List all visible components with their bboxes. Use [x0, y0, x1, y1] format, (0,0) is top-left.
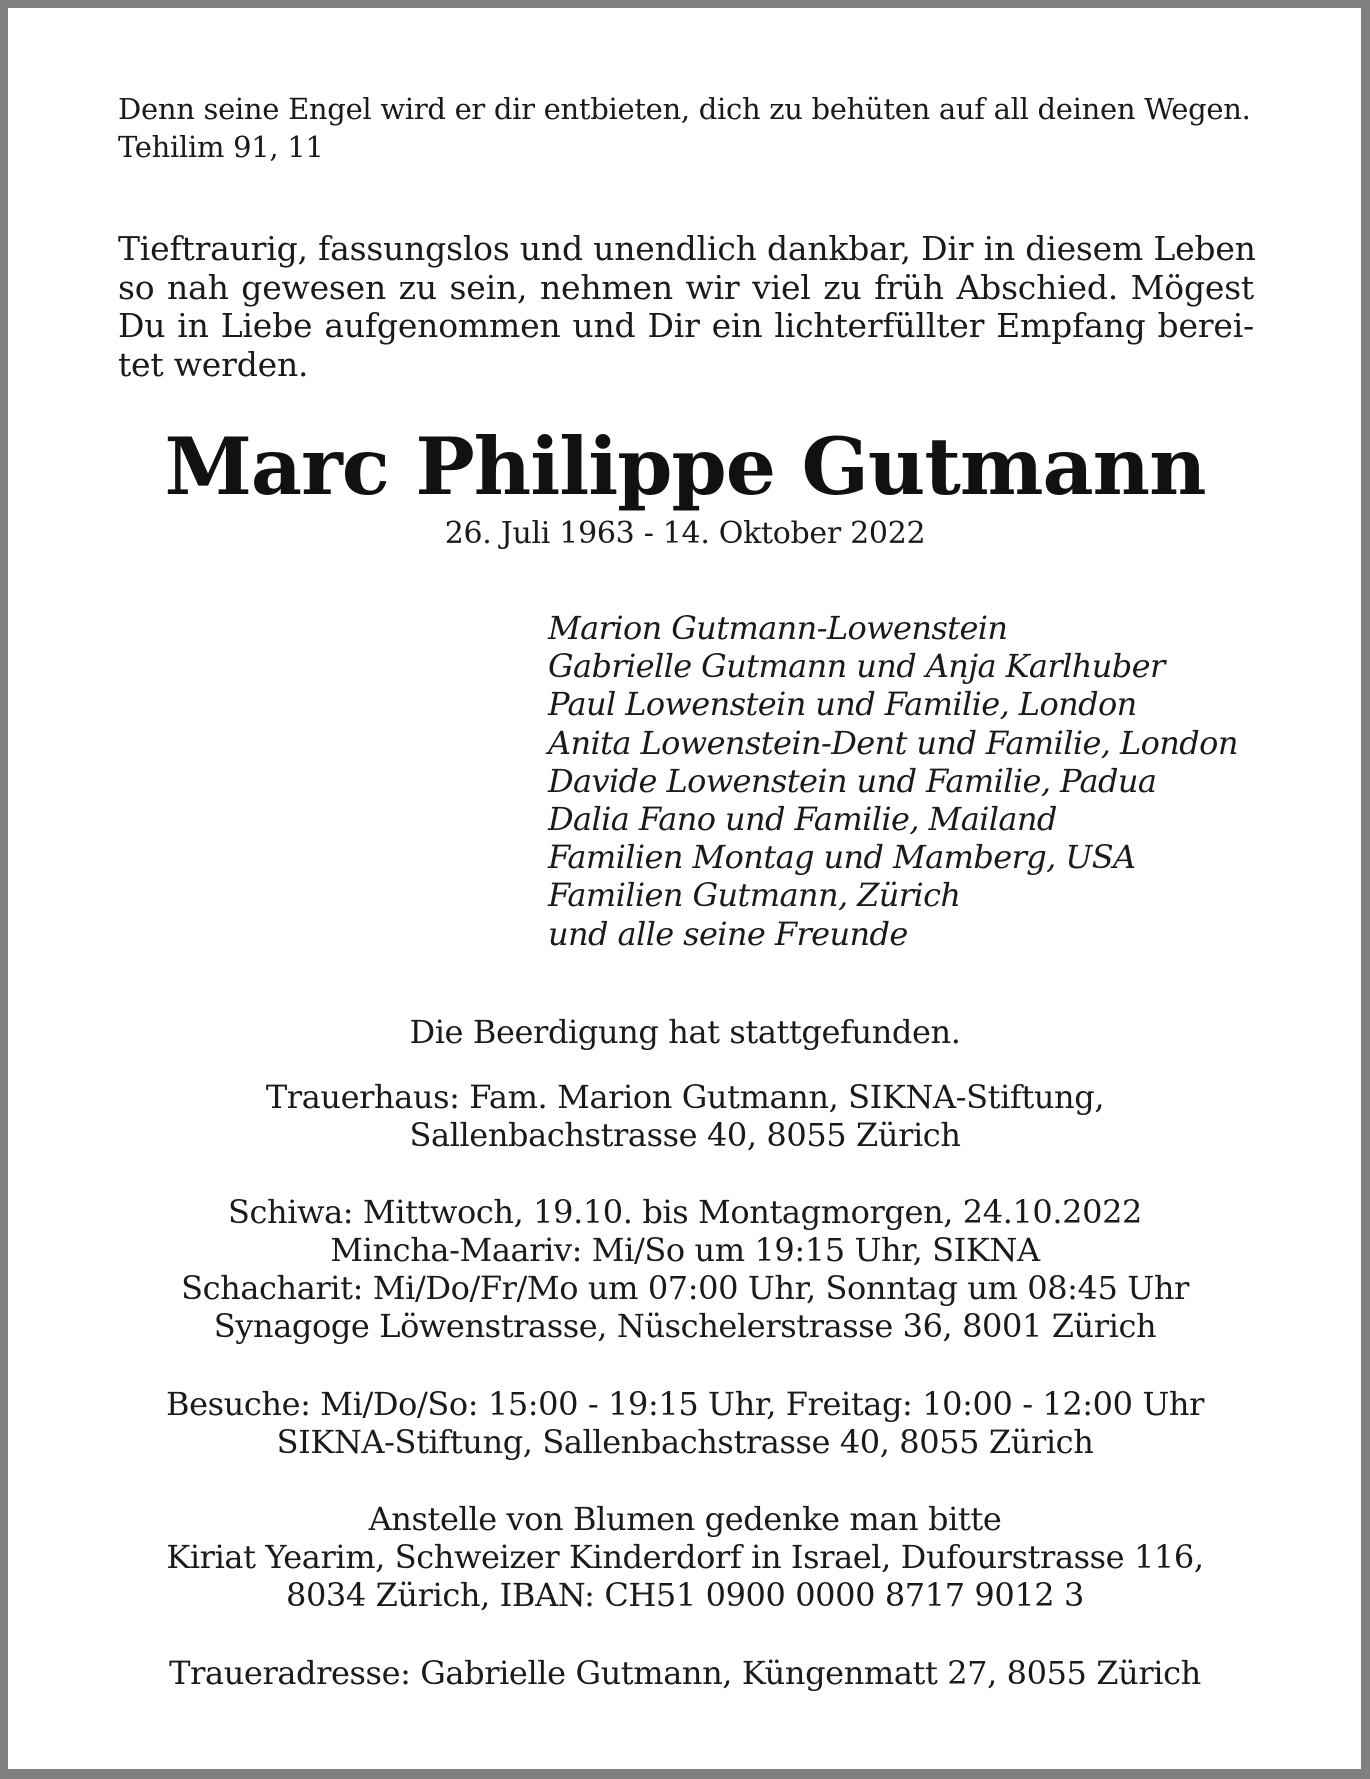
mourner-line: Davide Lowenstein und Familie, Padua — [548, 761, 1157, 800]
mourner-line: Paul Lowenstein und Familie, London — [548, 685, 1137, 724]
intro-line: tet werden. — [118, 344, 309, 384]
schiwa-line: Schacharit: Mi/Do/Fr/Mo um 07:00 Uhr, Sonntag um 08:45 Uhr — [181, 1269, 1189, 1307]
donation-line: 8034 Zürich, IBAN: CH51 0900 0000 8717 9012 3 — [285, 1576, 1085, 1614]
deceased-name: Marc Philippe Gutmann — [164, 420, 1206, 513]
intro-line: so nah gewesen zu sein, nehmen wir viel zu früh Abschied. Mögest — [118, 267, 1254, 307]
bible-verse — [118, 90, 1251, 166]
donation-line: Kiriat Yearim, Schweizer Kinderdorf in Israel, Dufourstrasse 116, — [166, 1538, 1204, 1576]
schiwa-block — [0, 1193, 1370, 1345]
visits-block — [0, 1385, 1370, 1461]
donation-line: Anstelle von Blumen gedenke man bitte — [368, 1500, 1002, 1538]
trauerhaus-line: Sallenbachstrasse 40, 8055 Zürich — [409, 1116, 961, 1154]
life-dates: 26. Juli 1963 - 14. Oktober 2022 — [444, 516, 926, 551]
mourners-list — [548, 609, 1238, 953]
schiwa-line: Synagoge Löwenstrasse, Nüschelerstrasse 36, 8001 Zürich — [213, 1307, 1157, 1345]
trauerhaus-line: Trauerhaus: Fam. Marion Gutmann, SIKNA-Stiftung, — [265, 1078, 1105, 1116]
visits-line: Besuche: Mi/Do/So: 15:00 - 19:15 Uhr, Freitag: 10:00 - 12:00 Uhr — [165, 1385, 1205, 1423]
mourner-line: Familien Montag und Mamberg, USA — [548, 838, 1136, 877]
intro-line: Tieftraurig, fassungslos und unendlich dankbar, Dir in diesem Leben — [118, 229, 1256, 268]
mourner-line: Marion Gutmann-Lowenstein — [548, 609, 1008, 647]
mourning-address-line: Traueradresse: Gabrielle Gutmann, Küngenmatt 27, 8055 Zürich — [169, 1654, 1201, 1692]
trauerhaus-block — [0, 1078, 1370, 1154]
verse-source: Tehilim 91, 11 — [118, 130, 324, 164]
funeral-notice — [0, 1013, 1370, 1051]
mourner-line: und alle seine Freunde — [548, 914, 908, 953]
funeral-line: Die Beerdigung hat stattgefunden. — [409, 1013, 961, 1051]
mourner-line: Anita Lowenstein-Dent und Familie, London — [548, 723, 1238, 762]
visits-line: SIKNA-Stiftung, Sallenbachstrasse 40, 8055 Zürich — [276, 1423, 1094, 1461]
mourner-line: Dalia Fano und Familie, Mailand — [548, 800, 1057, 839]
schiwa-line: Mincha-Maariv: Mi/So um 19:15 Uhr, SIKNA — [330, 1231, 1040, 1269]
verse-text: Denn seine Engel wird er dir entbieten, dich zu behüten auf all deinen Wegen. — [118, 92, 1251, 126]
mourning-address — [0, 1654, 1370, 1692]
mourner-line: Gabrielle Gutmann und Anja Karlhuber — [548, 647, 1165, 686]
intro-paragraph — [118, 230, 1254, 384]
mourner-line: Familien Gutmann, Zürich — [548, 876, 961, 915]
donation-block — [0, 1500, 1370, 1614]
schiwa-line: Schiwa: Mittwoch, 19.10. bis Montagmorgen, 24.10.2022 — [228, 1193, 1142, 1231]
intro-line: Du in Liebe aufgenommen und Dir ein lichterfüllter Empfang berei- — [118, 306, 1254, 345]
